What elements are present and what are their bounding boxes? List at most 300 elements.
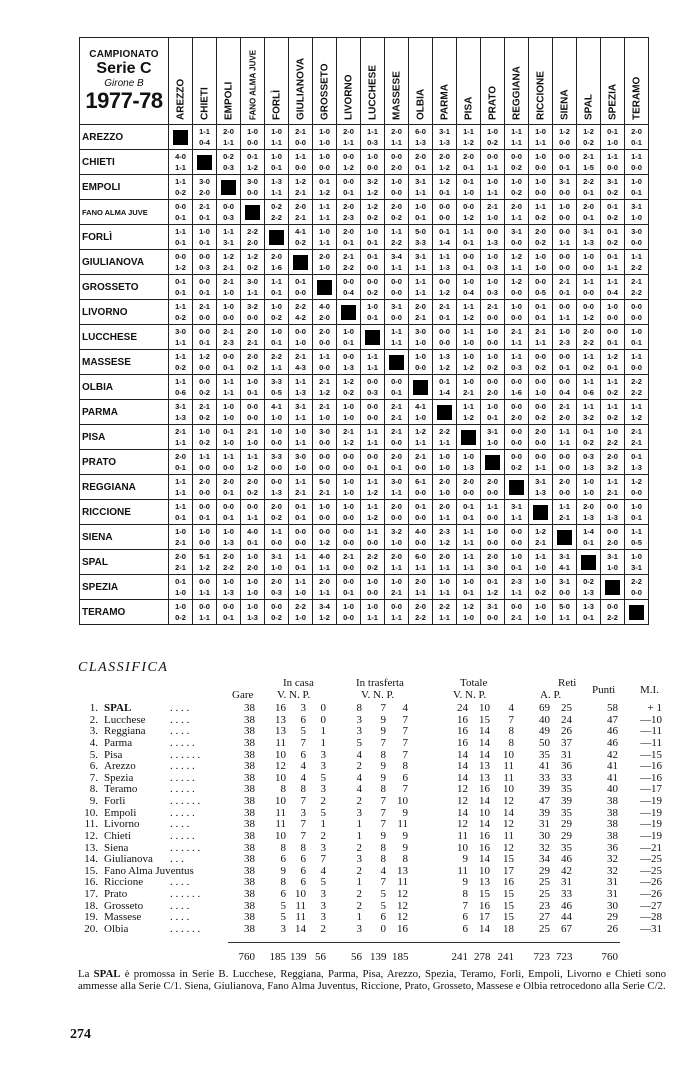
score-first-leg: 0-0 bbox=[607, 602, 618, 611]
standing-hv: 10 bbox=[275, 795, 286, 807]
standing-team: SPAL bbox=[104, 702, 132, 714]
title-line2: Serie C bbox=[96, 60, 152, 78]
score-second-leg: 0-0 bbox=[511, 313, 522, 322]
self-cell bbox=[385, 350, 409, 375]
score-first-leg: 1-0 bbox=[247, 552, 258, 561]
score-second-leg: 0-2 bbox=[247, 488, 258, 497]
result-cell bbox=[241, 150, 265, 175]
result-cell bbox=[289, 450, 313, 475]
standing-mi: —19 bbox=[640, 795, 662, 807]
standing-tp: 4 bbox=[508, 702, 514, 714]
score-first-leg: 2-2 bbox=[631, 377, 642, 386]
score-second-leg: 1-1 bbox=[319, 563, 330, 572]
score-second-leg: 0-0 bbox=[247, 313, 258, 322]
score-second-leg: 0-2 bbox=[607, 238, 618, 247]
result-cell bbox=[457, 475, 481, 500]
grid-row bbox=[80, 125, 649, 150]
result-cell bbox=[529, 275, 553, 300]
score-first-leg: 2-0 bbox=[271, 502, 282, 511]
result-cell bbox=[457, 600, 481, 625]
result-cell bbox=[505, 375, 529, 400]
result-cell bbox=[409, 175, 433, 200]
score-second-leg: 0-2 bbox=[199, 413, 210, 422]
self-cell bbox=[217, 175, 241, 200]
standing-tv: 9 bbox=[462, 876, 468, 888]
standing-tp: 15 bbox=[503, 900, 514, 912]
standing-tp: 12 bbox=[503, 842, 514, 854]
standing-av: 1 bbox=[356, 818, 362, 830]
score-second-leg: 0-0 bbox=[271, 438, 282, 447]
score-first-leg: 0-1 bbox=[607, 127, 618, 136]
score-second-leg: 0-0 bbox=[343, 613, 354, 622]
standing-hp: 1 bbox=[320, 737, 326, 749]
standing-mi: —28 bbox=[640, 911, 662, 923]
standing-tp: 7 bbox=[508, 714, 514, 726]
score-first-leg: 1-0 bbox=[487, 252, 498, 261]
result-cell bbox=[337, 450, 361, 475]
score-first-leg: 1-1 bbox=[511, 127, 522, 136]
score-first-leg: 2-0 bbox=[463, 152, 474, 161]
score-second-leg: 2-2 bbox=[631, 263, 642, 272]
score-first-leg: 0-1 bbox=[175, 577, 186, 586]
standing-gare: 38 bbox=[244, 783, 255, 795]
standing-av: 2 bbox=[356, 865, 362, 877]
score-first-leg: 0-1 bbox=[631, 452, 642, 461]
result-cell bbox=[625, 250, 649, 275]
result-cell bbox=[481, 425, 505, 450]
result-cell bbox=[553, 500, 577, 525]
score-first-leg: 2-1 bbox=[199, 302, 210, 311]
score-first-leg: 0-1 bbox=[463, 502, 474, 511]
score-first-leg: 0-0 bbox=[511, 152, 522, 161]
standing-hn: 6 bbox=[300, 749, 306, 761]
score-second-leg: 0-0 bbox=[559, 263, 570, 272]
standing-hp: 0 bbox=[320, 714, 326, 726]
standing-hv: 13 bbox=[275, 725, 286, 737]
result-cell bbox=[241, 425, 265, 450]
standing-tp: 10 bbox=[503, 749, 514, 761]
score-second-leg: 2-2 bbox=[631, 288, 642, 297]
score-second-leg: 1-1 bbox=[535, 463, 546, 472]
result-cell bbox=[193, 500, 217, 525]
standing-hp: 4 bbox=[320, 865, 326, 877]
header-reti: Reti bbox=[558, 677, 577, 689]
score-second-leg: 1-0 bbox=[391, 538, 402, 547]
score-first-leg: 1-0 bbox=[415, 352, 426, 361]
result-cell bbox=[217, 500, 241, 525]
score-first-leg: 1-0 bbox=[295, 427, 306, 436]
result-cell bbox=[481, 300, 505, 325]
score-first-leg: 1-0 bbox=[199, 227, 210, 236]
score-first-leg: 4-0 bbox=[175, 152, 186, 161]
standing-ap: 9 bbox=[402, 807, 408, 819]
score-second-leg: 0-1 bbox=[295, 563, 306, 572]
total-hn: 139 bbox=[290, 951, 307, 963]
row-head: SPAL bbox=[80, 550, 169, 575]
score-second-leg: 1-1 bbox=[439, 513, 450, 522]
score-second-leg: 2-1 bbox=[559, 513, 570, 522]
result-cell bbox=[193, 400, 217, 425]
score-second-leg: 1-1 bbox=[271, 363, 282, 372]
score-second-leg: 4-3 bbox=[295, 363, 306, 372]
score-first-leg: 1-2 bbox=[415, 427, 426, 436]
result-cell bbox=[313, 375, 337, 400]
score-second-leg: 1-3 bbox=[295, 388, 306, 397]
score-first-leg: 1-1 bbox=[175, 377, 186, 386]
score-first-leg: 1-1 bbox=[367, 352, 378, 361]
score-second-leg: 1-1 bbox=[367, 363, 378, 372]
score-second-leg: 1-1 bbox=[439, 438, 450, 447]
standing-gare: 38 bbox=[244, 702, 255, 714]
score-second-leg: 0-0 bbox=[199, 463, 210, 472]
result-cell bbox=[169, 425, 193, 450]
score-second-leg: 0-1 bbox=[175, 288, 186, 297]
score-second-leg: 1-2 bbox=[463, 413, 474, 422]
score-second-leg: 1-3 bbox=[175, 413, 186, 422]
result-cell bbox=[289, 225, 313, 250]
standing-rs: 44 bbox=[561, 911, 572, 923]
standing-pos: 14. bbox=[84, 853, 98, 865]
score-first-leg: 5-0 bbox=[319, 477, 330, 486]
row-head: GIULIANOVA bbox=[80, 250, 169, 275]
result-cell bbox=[241, 450, 265, 475]
standing-tv: 9 bbox=[462, 853, 468, 865]
title-line3: Girone B bbox=[104, 77, 144, 89]
standing-pts: 38 bbox=[607, 818, 618, 830]
result-cell bbox=[553, 575, 577, 600]
score-first-leg: 3-1 bbox=[607, 552, 618, 561]
standing-pts: 46 bbox=[607, 737, 618, 749]
standing-rs: 36 bbox=[561, 760, 572, 772]
score-second-leg: 1-3 bbox=[247, 613, 258, 622]
score-first-leg: 1-2 bbox=[199, 352, 210, 361]
score-first-leg: 1-0 bbox=[271, 427, 282, 436]
standing-team: Reggiana bbox=[104, 725, 146, 737]
result-cell bbox=[289, 375, 313, 400]
result-cell bbox=[529, 425, 553, 450]
standing-tv: 7 bbox=[462, 900, 468, 912]
standing-pos: 2. bbox=[89, 714, 98, 726]
score-second-leg: 0-2 bbox=[607, 413, 618, 422]
result-cell bbox=[577, 525, 601, 550]
score-second-leg: 0-0 bbox=[559, 588, 570, 597]
standing-av: 1 bbox=[356, 830, 362, 842]
score-first-leg: 4-0 bbox=[415, 527, 426, 536]
standing-tn: 16 bbox=[479, 830, 490, 842]
score-first-leg: 0-1 bbox=[607, 252, 618, 261]
score-second-leg: 1-0 bbox=[583, 488, 594, 497]
standing-hn: 11 bbox=[295, 900, 306, 912]
standing-dots: . . . . . bbox=[170, 807, 195, 819]
score-first-leg: 2-1 bbox=[511, 327, 522, 336]
standing-rf: 47 bbox=[539, 795, 550, 807]
score-first-leg: 2-0 bbox=[391, 127, 402, 136]
result-cell bbox=[265, 375, 289, 400]
result-cell bbox=[241, 350, 265, 375]
result-cell bbox=[265, 425, 289, 450]
standing-dots: . . . . . bbox=[170, 830, 195, 842]
total-av: 56 bbox=[351, 951, 362, 963]
score-second-leg: 0-2 bbox=[367, 213, 378, 222]
score-first-leg: 1-1 bbox=[559, 502, 570, 511]
score-first-leg: 0-0 bbox=[559, 152, 570, 161]
standing-tn: 16 bbox=[479, 900, 490, 912]
score-first-leg: 2-0 bbox=[583, 327, 594, 336]
result-cell bbox=[169, 250, 193, 275]
score-second-leg: 0-0 bbox=[559, 488, 570, 497]
result-cell bbox=[553, 475, 577, 500]
grid-row bbox=[80, 575, 649, 600]
score-first-leg: 0-0 bbox=[343, 277, 354, 286]
result-cell bbox=[313, 200, 337, 225]
result-cell bbox=[169, 200, 193, 225]
grid-row bbox=[80, 300, 649, 325]
score-first-leg: 1-0 bbox=[223, 527, 234, 536]
score-first-leg: 2-0 bbox=[223, 552, 234, 561]
score-second-leg: 0-1 bbox=[175, 513, 186, 522]
result-cell bbox=[577, 325, 601, 350]
score-second-leg: 0-2 bbox=[535, 238, 546, 247]
standing-hp: 0 bbox=[320, 702, 326, 714]
result-cell bbox=[265, 175, 289, 200]
score-second-leg: 1-0 bbox=[295, 588, 306, 597]
col-head-label: SPAL bbox=[583, 94, 594, 120]
score-first-leg: 1-0 bbox=[463, 277, 474, 286]
result-cell bbox=[265, 400, 289, 425]
score-first-leg: 2-0 bbox=[535, 227, 546, 236]
standing-rs: 25 bbox=[561, 702, 572, 714]
result-cell bbox=[553, 125, 577, 150]
score-first-leg: 1-2 bbox=[463, 602, 474, 611]
score-second-leg: 1-1 bbox=[511, 588, 522, 597]
standing-rf: 40 bbox=[539, 714, 550, 726]
score-first-leg: 0-0 bbox=[295, 327, 306, 336]
standing-rs: 24 bbox=[561, 714, 572, 726]
score-first-leg: 1-1 bbox=[271, 527, 282, 536]
score-second-leg: 0-5 bbox=[271, 388, 282, 397]
self-cell bbox=[241, 200, 265, 225]
result-cell bbox=[289, 500, 313, 525]
result-cell bbox=[577, 400, 601, 425]
standing-rf: 33 bbox=[539, 772, 550, 784]
standing-team: Grosseto bbox=[104, 900, 144, 912]
standing-pos: 3. bbox=[89, 725, 98, 737]
score-first-leg: 1-1 bbox=[583, 277, 594, 286]
result-cell bbox=[553, 425, 577, 450]
score-first-leg: 0-0 bbox=[367, 377, 378, 386]
note-after: è promossa in Serie B. Lucchese, Reggiana, Parma, Pisa, Arezzo, Spezia, Teramo, Forlì, Empoli, Livorno e Chieti sono ammesse alla Serie C/1. Siena, Giulianova, Fano Alma Juventus, Riccione, Prato, Grosseto, Massese e Olbia retrocedono alla Serie C/2. bbox=[78, 968, 667, 992]
score-second-leg: 1-0 bbox=[463, 613, 474, 622]
score-first-leg: 3-2 bbox=[391, 527, 402, 536]
note-before: La bbox=[78, 968, 94, 980]
result-cell bbox=[433, 275, 457, 300]
result-cell bbox=[289, 400, 313, 425]
standing-mi: —10 bbox=[640, 714, 662, 726]
score-second-leg: 2-1 bbox=[391, 588, 402, 597]
score-second-leg: 1-2 bbox=[487, 588, 498, 597]
standing-an: 8 bbox=[380, 783, 386, 795]
result-cell bbox=[457, 150, 481, 175]
standing-ap: 7 bbox=[402, 737, 408, 749]
score-second-leg: 0-3 bbox=[199, 263, 210, 272]
score-second-leg: 0-1 bbox=[439, 313, 450, 322]
result-cell bbox=[577, 350, 601, 375]
standing-ap: 7 bbox=[402, 714, 408, 726]
col-head-label: TERAMO bbox=[631, 76, 642, 120]
standing-gare: 38 bbox=[244, 818, 255, 830]
result-cell bbox=[217, 125, 241, 150]
standing-tn: 16 bbox=[479, 783, 490, 795]
col-head-label: LUCCHESE bbox=[367, 64, 378, 120]
result-cell bbox=[457, 525, 481, 550]
score-first-leg: 2-0 bbox=[319, 577, 330, 586]
standing-hv: 3 bbox=[280, 923, 286, 935]
result-cell bbox=[337, 600, 361, 625]
score-second-leg: 0-0 bbox=[271, 538, 282, 547]
result-cell bbox=[169, 450, 193, 475]
score-first-leg: 1-0 bbox=[511, 177, 522, 186]
score-first-leg: 1-1 bbox=[295, 377, 306, 386]
result-cell bbox=[217, 550, 241, 575]
standing-tv: 16 bbox=[457, 714, 468, 726]
score-first-leg: 1-0 bbox=[535, 602, 546, 611]
score-first-leg: 0-0 bbox=[511, 377, 522, 386]
score-second-leg: 1-1 bbox=[391, 563, 402, 572]
black-square bbox=[317, 280, 332, 295]
score-second-leg: 1-2 bbox=[583, 313, 594, 322]
score-second-leg: 1-2 bbox=[463, 363, 474, 372]
result-cell bbox=[217, 400, 241, 425]
score-second-leg: 1-6 bbox=[511, 388, 522, 397]
score-second-leg: 1-1 bbox=[415, 563, 426, 572]
score-first-leg: 0-1 bbox=[583, 427, 594, 436]
result-cell bbox=[529, 225, 553, 250]
standing-gare: 38 bbox=[244, 923, 255, 935]
result-cell bbox=[409, 275, 433, 300]
result-cell bbox=[385, 200, 409, 225]
score-second-leg: 0-1 bbox=[535, 313, 546, 322]
score-first-leg: 0-1 bbox=[175, 277, 186, 286]
score-first-leg: 0-1 bbox=[535, 302, 546, 311]
score-first-leg: 3-3 bbox=[271, 452, 282, 461]
score-first-leg: 2-1 bbox=[535, 327, 546, 336]
result-cell bbox=[337, 325, 361, 350]
result-cell bbox=[433, 125, 457, 150]
score-first-leg: 1-1 bbox=[463, 402, 474, 411]
score-first-leg: 1-2 bbox=[631, 477, 642, 486]
score-first-leg: 1-0 bbox=[631, 502, 642, 511]
score-first-leg: 1-1 bbox=[607, 377, 618, 386]
score-first-leg: 0-0 bbox=[175, 252, 186, 261]
result-cell bbox=[433, 425, 457, 450]
results-grid bbox=[79, 37, 649, 625]
standing-av: 5 bbox=[356, 737, 362, 749]
standing-hp: 5 bbox=[320, 807, 326, 819]
score-second-leg: 2-0 bbox=[247, 238, 258, 247]
standing-ap: 11 bbox=[397, 818, 408, 830]
score-second-leg: 0-0 bbox=[247, 188, 258, 197]
result-cell bbox=[553, 375, 577, 400]
score-first-leg: 0-0 bbox=[223, 202, 234, 211]
score-first-leg: 3-0 bbox=[295, 452, 306, 461]
score-first-leg: 1-1 bbox=[631, 402, 642, 411]
col-head-label: MASSESE bbox=[391, 71, 402, 120]
self-cell bbox=[601, 575, 625, 600]
result-cell bbox=[169, 550, 193, 575]
score-second-leg: 0-1 bbox=[439, 188, 450, 197]
result-cell bbox=[241, 500, 265, 525]
title-line1: CAMPIONATO bbox=[89, 49, 159, 61]
black-square bbox=[245, 205, 260, 220]
result-cell bbox=[505, 575, 529, 600]
standing-tn: 17 bbox=[479, 911, 490, 923]
result-cell bbox=[289, 425, 313, 450]
standing-hp: 3 bbox=[320, 749, 326, 761]
black-square bbox=[269, 230, 284, 245]
score-first-leg: 1-0 bbox=[367, 602, 378, 611]
score-first-leg: 1-0 bbox=[487, 177, 498, 186]
col-head bbox=[505, 38, 529, 125]
score-second-leg: 0-0 bbox=[343, 513, 354, 522]
result-cell bbox=[193, 175, 217, 200]
result-cell bbox=[265, 475, 289, 500]
score-first-leg: 2-0 bbox=[295, 202, 306, 211]
score-second-leg: 1-0 bbox=[463, 188, 474, 197]
black-square bbox=[533, 505, 548, 520]
standing-pos: 8. bbox=[89, 783, 98, 795]
score-first-leg: 0-0 bbox=[295, 527, 306, 536]
score-second-leg: 0-1 bbox=[199, 288, 210, 297]
standing-dots: . . . . . . bbox=[170, 923, 201, 935]
score-second-leg: 0-0 bbox=[319, 463, 330, 472]
score-second-leg: 0-1 bbox=[175, 238, 186, 247]
col-head bbox=[625, 38, 649, 125]
result-cell bbox=[553, 400, 577, 425]
standing-mi: —16 bbox=[640, 760, 662, 772]
result-cell bbox=[217, 600, 241, 625]
standing-dots: . . . . bbox=[170, 911, 190, 923]
score-first-leg: 1-1 bbox=[391, 327, 402, 336]
score-first-leg: 0-0 bbox=[535, 377, 546, 386]
score-first-leg: 2-0 bbox=[175, 452, 186, 461]
standing-av: 2 bbox=[356, 842, 362, 854]
result-cell bbox=[169, 350, 193, 375]
standing-hp: 3 bbox=[320, 900, 326, 912]
score-second-leg: 2-1 bbox=[295, 213, 306, 222]
score-first-leg: 0-1 bbox=[607, 227, 618, 236]
result-cell bbox=[409, 150, 433, 175]
result-cell bbox=[169, 600, 193, 625]
score-first-leg: 2-0 bbox=[535, 427, 546, 436]
score-second-leg: 0-0 bbox=[343, 463, 354, 472]
result-cell bbox=[457, 500, 481, 525]
score-first-leg: 1-1 bbox=[367, 127, 378, 136]
score-first-leg: 2-0 bbox=[415, 302, 426, 311]
score-first-leg: 1-0 bbox=[271, 327, 282, 336]
score-second-leg: 2-1 bbox=[631, 438, 642, 447]
result-cell bbox=[457, 125, 481, 150]
col-head-label: LIVORNO bbox=[343, 74, 354, 120]
total-tp: 241 bbox=[497, 951, 514, 963]
result-cell bbox=[217, 150, 241, 175]
score-second-leg: 0-1 bbox=[367, 238, 378, 247]
score-first-leg: 2-2 bbox=[439, 602, 450, 611]
black-square bbox=[557, 530, 572, 545]
score-first-leg: 3-0 bbox=[199, 177, 210, 186]
score-second-leg: 2-2 bbox=[223, 563, 234, 572]
result-cell bbox=[193, 575, 217, 600]
score-first-leg: 1-0 bbox=[487, 402, 498, 411]
